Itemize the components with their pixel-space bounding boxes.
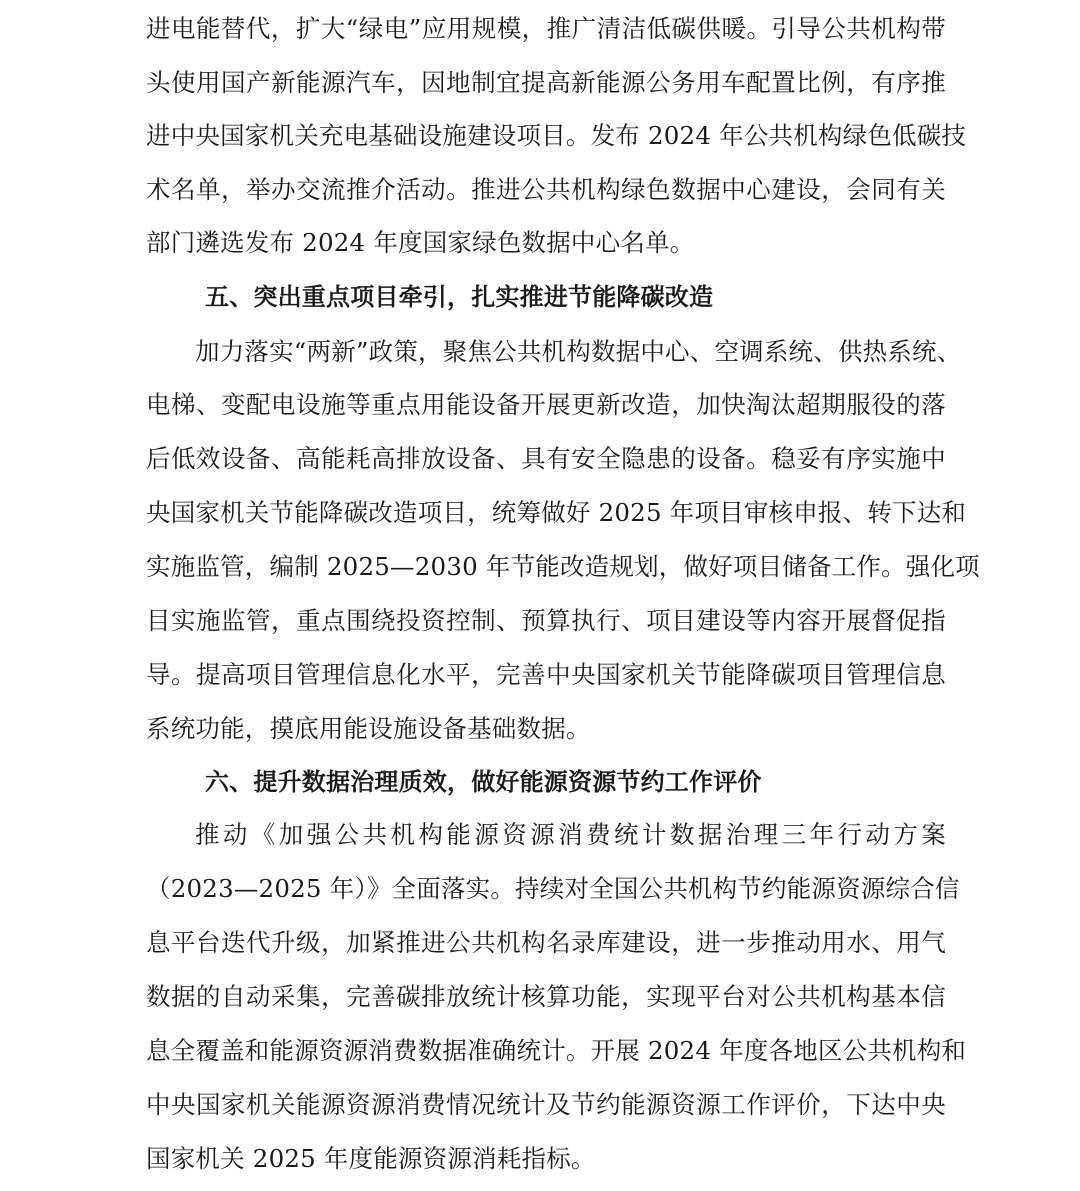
paragraph-line: 央国家机关节能降碳改造项目，统筹做好 2025 年项目审核申报、转下达和 [146, 498, 967, 527]
paragraph-line: 后低效设备、高能耗高排放设备、具有安全隐患的设备。稳妥有序实施中 [146, 444, 946, 473]
paragraph-line: 加力落实“两新”政策，聚焦公共机构数据中心、空调系统、供热系统、 [195, 337, 962, 366]
paragraph-line: 电梯、变配电设施等重点用能设备开展更新改造，加快淘汰超期服役的落 [146, 390, 946, 419]
paragraph-line: 头使用国产新能源汽车，因地制宜提高新能源公务用车配置比例，有序推 [146, 68, 946, 97]
paragraph-line: 术名单，举办交流推介活动。推进公共机构绿色数据中心建设，会同有关 [146, 175, 946, 204]
paragraph-line: 系统功能，摸底用能设施设备基础数据。 [146, 714, 591, 743]
paragraph-line: 进中央国家机关充电基础设施建设项目。发布 2024 年公共机构绿色低碳技 [146, 121, 967, 150]
section-heading-6: 六、提升数据治理质效，做好能源资源节约工作评价 [205, 768, 762, 796]
paragraph-line: 息平台迭代升级，加紧推进公共机构名录库建设，进一步推动用水、用气 [146, 928, 946, 957]
paragraph-line: 国家机关 2025 年度能源资源消耗指标。 [146, 1144, 596, 1173]
paragraph-line: 中央国家机关能源资源消费情况统计及节约能源资源工作评价，下达中央 [146, 1090, 946, 1119]
paragraph-line: 推动《加强公共机构能源资源消费统计数据治理三年行动方案 [195, 820, 946, 849]
paragraph-line: 数据的自动采集，完善碳排放统计核算功能，实现平台对公共机构基本信 [146, 982, 946, 1011]
paragraph-line: 导。提高项目管理信息化水平，完善中央国家机关节能降碳项目管理信息 [146, 660, 946, 689]
paragraph-line: 息全覆盖和能源资源消费数据准确统计。开展 2024 年度各地区公共机构和 [146, 1036, 967, 1065]
paragraph-line: （2023—2025 年）》全面落实。持续对全国公共机构节约能源资源综合信 [146, 874, 960, 903]
paragraph-line: 进电能替代，扩大“绿电”应用规模，推广清洁低碳供暖。引导公共机构带 [146, 14, 946, 43]
paragraph-line: 实施监管，编制 2025—2030 年节能改造规划，做好项目储备工作。强化项 [146, 552, 980, 581]
section-heading-5: 五、突出重点项目牵引，扎实推进节能降碳改造 [205, 283, 714, 311]
paragraph-line: 目实施监管，重点围绕投资控制、预算执行、项目建设等内容开展督促指 [146, 606, 946, 635]
paragraph-line: 部门遴选发布 2024 年度国家绿色数据中心名单。 [146, 228, 695, 257]
